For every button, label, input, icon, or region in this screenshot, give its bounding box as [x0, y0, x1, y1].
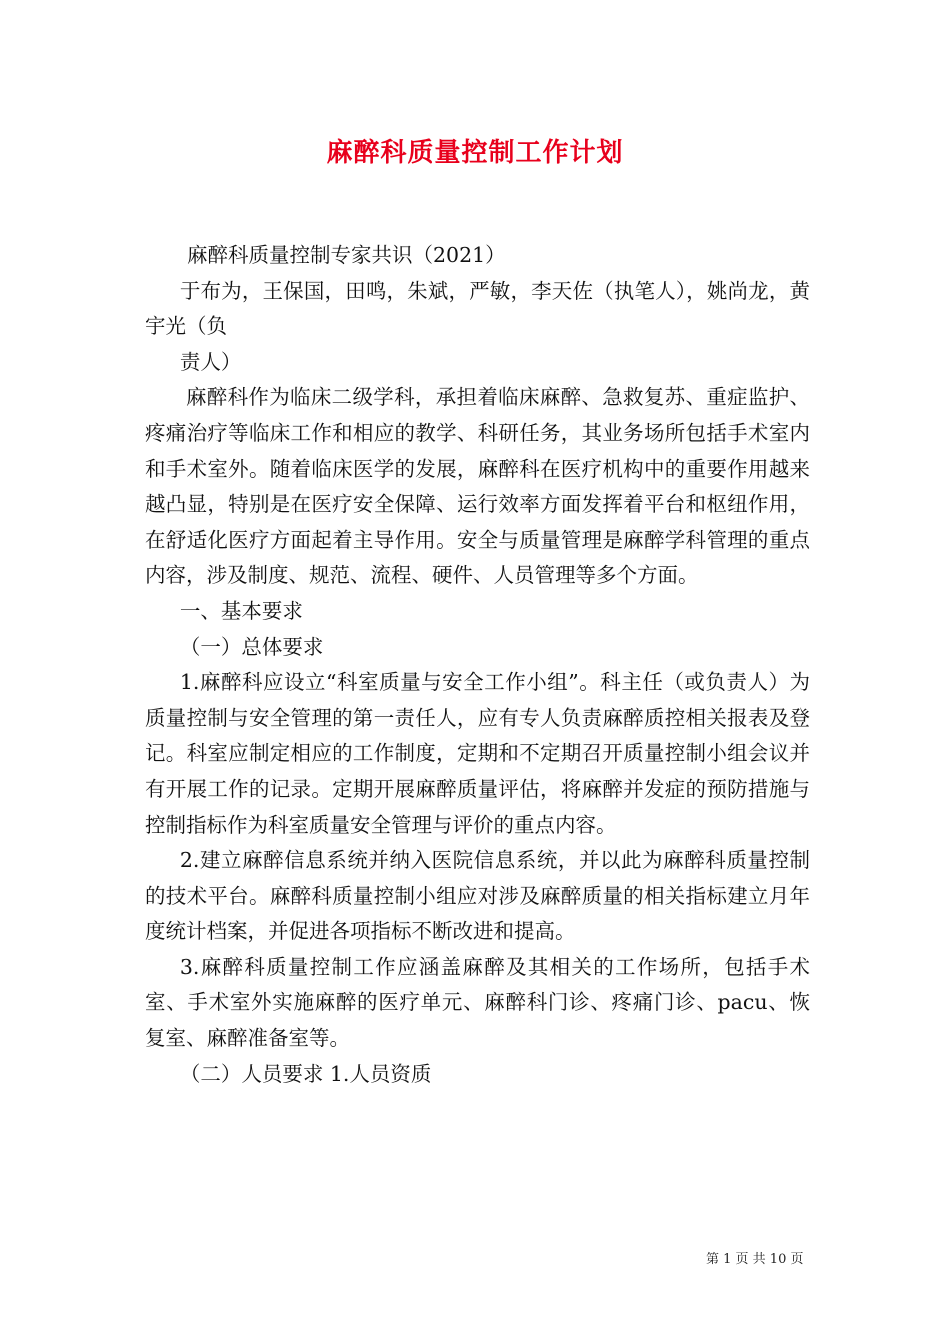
- subsection-heading-general: （一）总体要求: [179, 634, 324, 659]
- intro-paragraph: 麻醉科作为临床二级学科，承担着临床麻醉、急救复苏、重症监护、疼痛治疗等临床工作和相应的教学、科研任务，其业务场所包括手术室内和手术室外。随着临床医学的发展，麻醉科在医疗机构中的重要作用越来越凸显，特别是在医疗安全保障、运行效率方面发挥着平台和枢纽作用，在舒适化医疗方面起着主导作用。安全与质量管理是麻醉学科管理的重点内容，涉及制度、规范、流程、硬件、人员管理等多个方面。: [145, 385, 810, 588]
- authors-line-end: 责人）: [179, 349, 242, 374]
- page-number: 第 1 页 共 10 页: [706, 1252, 804, 1267]
- consensus-heading: 麻醉科质量控制专家共识（2021）: [187, 243, 506, 267]
- subsection-heading-personnel: （二）人员要求 1.人员资质: [179, 1061, 432, 1086]
- document-body: [145, 238, 810, 1092]
- authors-line: 于布为，王保国，田鸣，朱斌，严敏，李天佐（执笔人），姚尚龙，黄宇光（负: [145, 278, 810, 339]
- section-heading-basic-requirements: 一、基本要求: [179, 598, 303, 623]
- paragraph-item-2: 2.建立麻醉信息系统并纳入医院信息系统，并以此为麻醉科质量控制的技术平台。麻醉科质量控制小组应对涉及麻醉质量的相关指标建立月年度统计档案，并促进各项指标不断改进和提高。: [145, 848, 810, 944]
- paragraph-item-1: 1.麻醉科应设立“科室质量与安全工作小组”。科主任（或负责人）为质量控制与安全管理的第一责任人，应有专人负责麻醉质控相关报表及登记。科室应制定相应的工作制度，定期和不定期召开质量控制小组会议并有开展工作的记录。定期开展麻醉质量评估，将麻醉并发症的预防措施与控制指标作为科室质量安全管理与评价的重点内容。: [145, 670, 810, 837]
- document-title: 麻醉科质量控制工作计划: [326, 138, 624, 168]
- paragraph-item-3: 3.麻醉科质量控制工作应涵盖麻醉及其相关的工作场所，包括手术室、手术室外实施麻醉的医疗单元、麻醉科门诊、疼痛门诊、pacu、恢复室、麻醉准备室等。: [145, 954, 810, 1051]
